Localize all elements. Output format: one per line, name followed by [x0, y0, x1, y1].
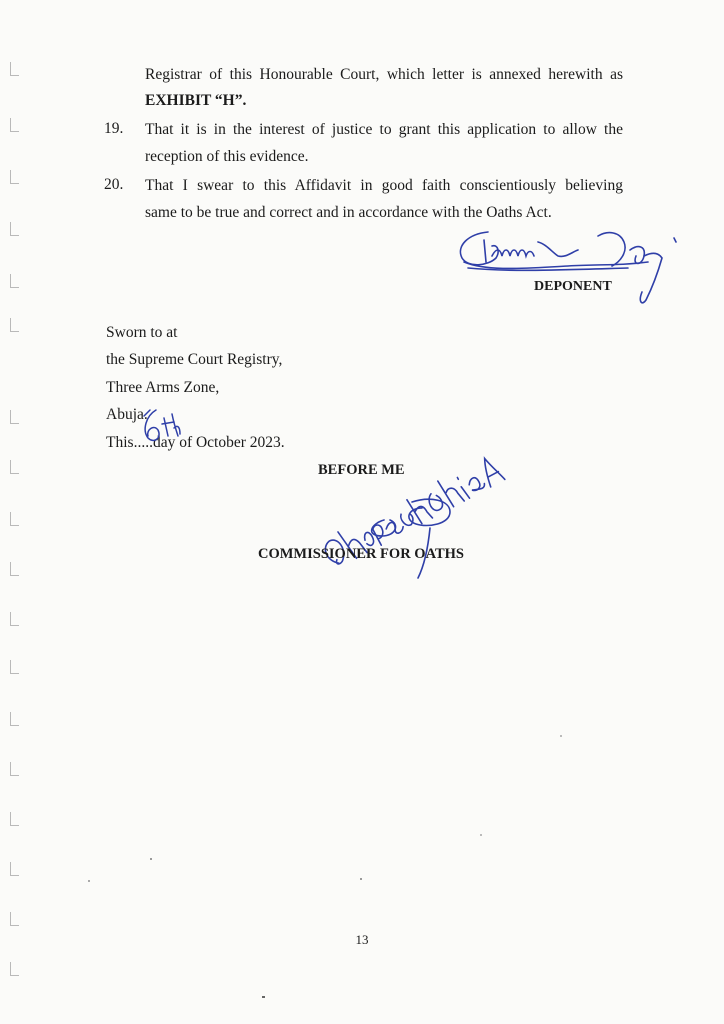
date-fill: ..... — [133, 434, 153, 451]
jurat-date — [106, 432, 285, 454]
exhibit-reference: EXHIBIT “H”. — [145, 92, 247, 109]
jurat-city: Abuja. — [106, 406, 148, 423]
paragraph-20-line-1: That I swear to this Affidavit in good faith conscientiously believing — [145, 177, 623, 194]
before-me-label: BEFORE ME — [318, 462, 405, 478]
deponent-signature — [448, 222, 688, 312]
page-number: 13 — [355, 932, 369, 947]
continuation-line: Registrar of this Honourable Court, which letter is annexed herewith as — [145, 66, 623, 83]
paragraph-number: 19. — [104, 120, 124, 137]
date-prefix: This — [106, 434, 134, 451]
date-suffix: day of October 2023. — [152, 434, 285, 451]
paragraph-19-line-1: That it is in the interest of justice to grant this application to allow the — [145, 121, 623, 138]
jurat-sworn: Sworn to at — [106, 324, 178, 341]
handwritten-day-mark — [134, 406, 184, 450]
commissioner-title: COMMISSIONER FOR OATHS — [258, 546, 464, 562]
paragraph-19-line-2: reception of this evidence. — [145, 148, 309, 165]
jurat-registry: the Supreme Court Registry, — [106, 351, 283, 368]
jurat-zone: Three Arms Zone, — [106, 379, 220, 396]
deponent-label: DEPONENT — [534, 279, 612, 294]
paragraph-20-line-2: same to be true and correct and in accordance with the Oaths Act. — [145, 204, 552, 221]
paragraph-number: 20. — [104, 176, 124, 193]
